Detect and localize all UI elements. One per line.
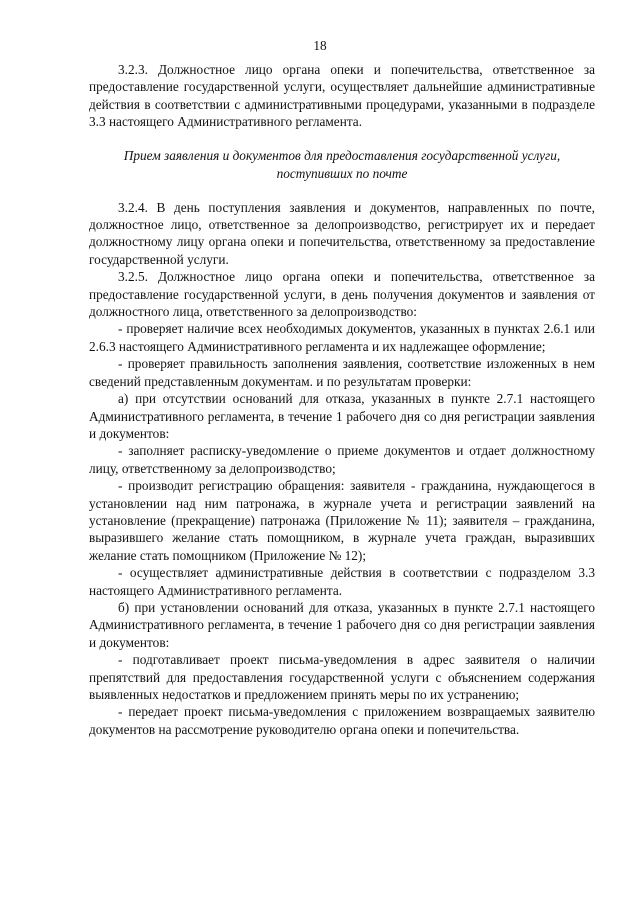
clause-b: б) при установлении оснований для отказа, указанных в пункте 2.7.1 настоящего Административного регламента, в течение 1 рабочего дня со дня регистрации заявления и документов: — [89, 599, 595, 650]
list-item-admin-actions: - осуществляет административные действия в соответствии с подразделом 3.3 настоящего Административного регламента. — [89, 565, 595, 598]
page-number: 18 — [313, 38, 327, 53]
list-item-check-application: - проверяет правильность заполнения заявления, соответствие изложенных в нем сведений представленным документам. и по результатам проверки: — [89, 356, 595, 389]
clause-a: а) при отсутствии оснований для отказа, указанных в пункте 2.7.1 настоящего Административного регламента, в течение 1 рабочего дня со дня регистрации заявления и документов: — [89, 391, 595, 441]
list-item-transfer-letter: - передает проект письма-уведомления с приложением возвращаемых заявителю документов на рассмотрение руководителю органа опеки и попечительства. — [89, 704, 595, 737]
paragraph-3-2-4: 3.2.4. В день поступления заявления и документов, направленных по почте, должностное лицо, ответственное за делопроизводство, регистрирует их и передает должностному лицу органа опеки и попечительства, ответственному за предоставление государственной услуги. — [89, 199, 595, 267]
section-heading: Прием заявления и документов для предоставления государственной услуги, поступивших по почте — [123, 147, 561, 181]
list-item-prepare-letter: - подготавливает проект письма-уведомления в адрес заявителя о наличии препятствий для предоставления государственной услуги с объяснением содержания выявленных недостатков и предложением принять меры по их устранению; — [89, 652, 595, 702]
document-body — [89, 61, 595, 738]
list-item-check-documents: - проверяет наличие всех необходимых документов, указанных в пунктах 2.6.1 или 2.6.3 настоящего Административного регламента и их надлежащее оформление; — [89, 321, 595, 354]
paragraph-3-2-5: 3.2.5. Должностное лицо органа опеки и попечительства, ответственное за предоставление государственной услуги, в день получения документов и заявления от должностного лица, ответственного за делопроизводство: — [89, 269, 595, 320]
list-item-receipt: - заполняет расписку-уведомление о приеме документов и отдает должностному лицу, ответственному за делопроизводство; — [89, 443, 595, 476]
paragraph-3-2-3: 3.2.3. Должностное лицо органа опеки и попечительства, ответственное за предоставление государственной услуги, осуществляет дальнейшие административные действия в соответствии с административными процедурами, указанными в подразделе 3.3 настоящего Административного регламента. — [89, 62, 595, 130]
list-item-registration: - производит регистрацию обращения: заявителя - гражданина, нуждающегося в установлении над ним патронажа, в журнале учета и регистрации заявлений на установление (прекращение) патронажа (Приложение № 11); заявителя – гражданина, выразившего желание стать помощником, в журнале учета граждан, выразивших желание стать помощником (Приложение № 12); — [89, 478, 595, 563]
